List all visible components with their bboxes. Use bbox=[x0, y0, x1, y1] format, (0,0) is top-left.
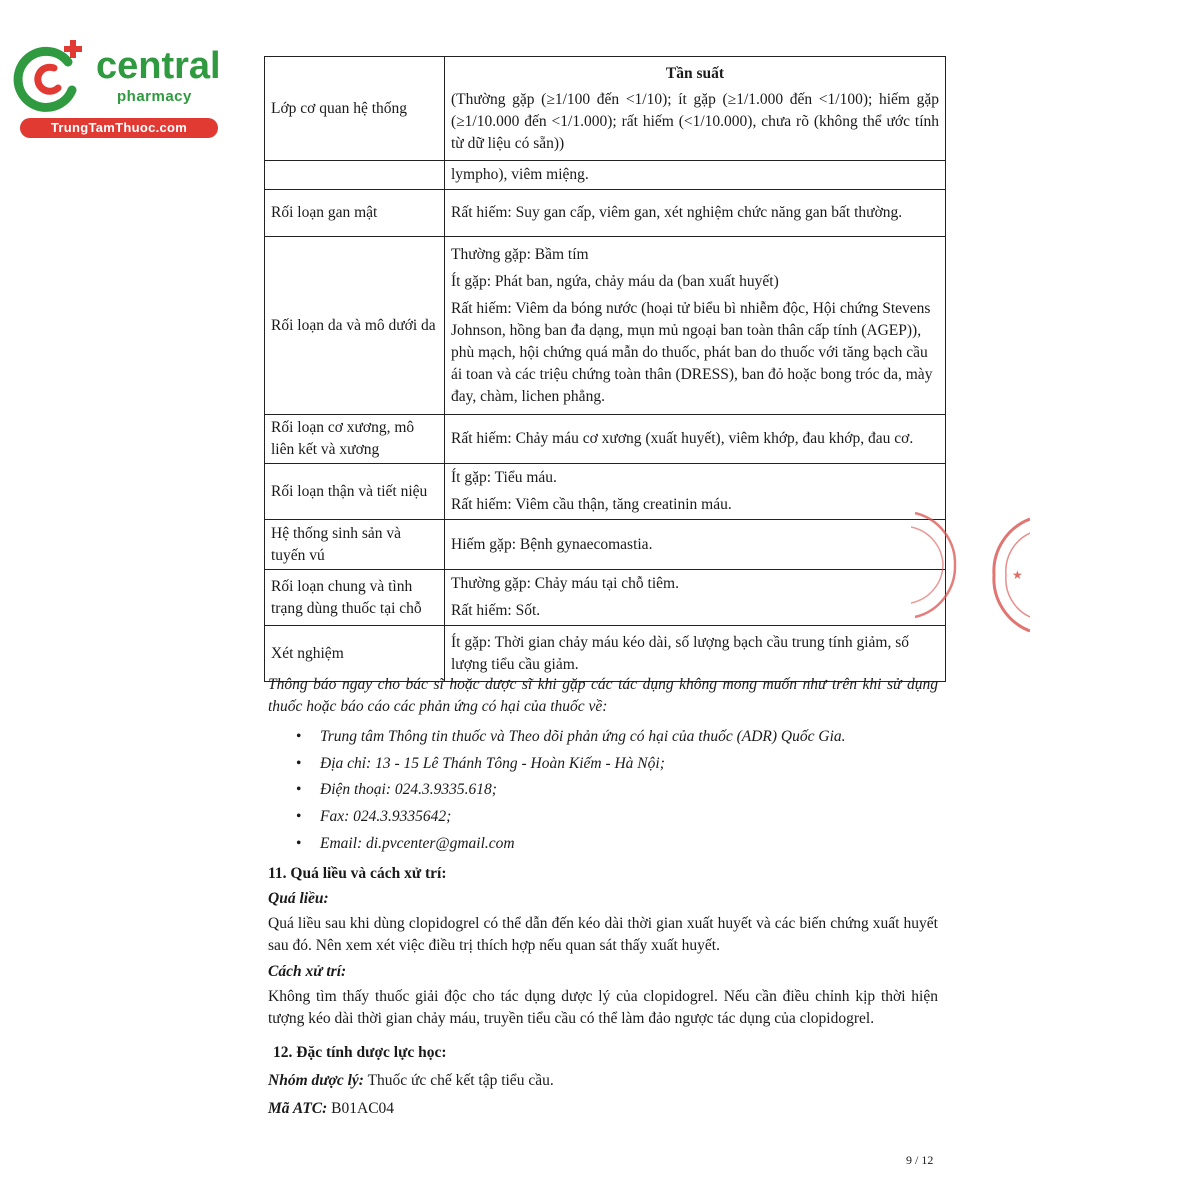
frequency-cell bbox=[445, 190, 946, 237]
organ-class-cell: Xét nghiệm bbox=[265, 626, 445, 682]
frequency-line: Thường gặp: Bầm tím bbox=[451, 245, 589, 263]
pharmacologic-group-value: Thuốc ức chế kết tập tiểu cầu. bbox=[367, 1072, 554, 1090]
frequency-line: Thường gặp: Chảy máu tại chỗ tiêm. bbox=[451, 575, 679, 592]
list-item: • Email: di.pvcenter@gmail.com bbox=[320, 831, 938, 858]
central-pharmacy-logo bbox=[10, 38, 221, 138]
table-row bbox=[265, 520, 946, 570]
frequency-line: Hiếm gặp: Bệnh gynaecomastia. bbox=[451, 535, 653, 553]
table-row bbox=[265, 190, 946, 237]
frequency-line: Rất hiếm: Suy gan cấp, viêm gan, xét nghiệm chức năng gan bất thường. bbox=[451, 204, 903, 221]
frequency-cell bbox=[445, 464, 946, 520]
frequency-line: Ít gặp: Thời gian chảy máu kéo dài, số lượng bạch cầu trung tính giảm, số lượng tiểu cầu giảm. bbox=[451, 633, 909, 673]
frequency-line: Rất hiếm: Sốt. bbox=[451, 602, 541, 619]
frequency-line: Ít gặp: Tiểu máu. bbox=[451, 469, 557, 486]
table-row bbox=[265, 415, 946, 464]
report-notice: Thông báo ngay cho bác sĩ hoặc dược sĩ khi gặp các tác dụng không mong muốn như trên khi sử dụng thuốc hoặc báo cáo các phản ứng có hại của thuốc về: bbox=[268, 676, 938, 715]
atc-code bbox=[268, 1098, 938, 1120]
document-body bbox=[268, 674, 938, 1122]
table-body bbox=[265, 161, 946, 682]
page-number: 9 / 12 bbox=[906, 1153, 934, 1167]
organ-class-cell: Rối loạn chung và tình trạng dùng thuốc tại chỗ bbox=[265, 570, 445, 626]
logo-brand-text: central bbox=[96, 45, 221, 87]
table-row bbox=[265, 464, 946, 520]
stamp-mark bbox=[990, 515, 1030, 635]
organ-class-cell: Rối loạn gan mật bbox=[265, 190, 445, 237]
overdose-text: Quá liều sau khi dùng clopidogrel có thể dẫn đến kéo dài thời gian xuất huyết và các biến chứng xuất huyết sau đó. Nên xem xét việc điều trị thích hợp nếu quan sát thấy xuất huyết. bbox=[268, 915, 938, 955]
atc-code-label: Mã ATC: bbox=[268, 1100, 328, 1118]
list-item: • Fax: 024.3.9335642; bbox=[320, 804, 938, 831]
frequency-line: Rất hiếm: Viêm cầu thận, tăng creatinin máu. bbox=[451, 496, 732, 513]
frequency-cell bbox=[445, 161, 946, 190]
organ-class-cell: Rối loạn cơ xương, mô liên kết và xương bbox=[265, 415, 445, 464]
section-11-title: 11. Quá liều và cách xử trí: bbox=[268, 865, 447, 883]
treatment-heading: Cách xử trí: bbox=[268, 963, 347, 981]
list-item: • Địa chỉ: 13 - 15 Lê Thánh Tông - Hoàn Kiếm - Hà Nội; bbox=[320, 751, 938, 778]
frequency-line: Rất hiếm: Chảy máu cơ xương (xuất huyết), viêm khớp, đau khớp, đau cơ. bbox=[451, 430, 914, 447]
table-row bbox=[265, 570, 946, 626]
organ-class-cell: Rối loạn thận và tiết niệu bbox=[265, 464, 445, 520]
frequency-line: Ít gặp: Phát ban, ngứa, chảy máu da (ban xuất huyết) bbox=[451, 272, 779, 290]
frequency-cell bbox=[445, 520, 946, 570]
frequency-header bbox=[445, 57, 946, 161]
table-row bbox=[265, 161, 946, 190]
pharmacologic-group bbox=[268, 1070, 938, 1092]
contact-list bbox=[268, 724, 938, 857]
table-header-row bbox=[265, 57, 946, 161]
logo-sub-text: pharmacy bbox=[117, 88, 192, 105]
logo-site-badge: TrungTamThuoc.com bbox=[20, 118, 218, 138]
central-logo-icon bbox=[10, 38, 90, 118]
atc-code-value: B01AC04 bbox=[331, 1100, 395, 1118]
list-item: • Trung tâm Thông tin thuốc và Theo dõi phản ứng có hại của thuốc (ADR) Quốc Gia. bbox=[320, 724, 938, 751]
section-12-title: 12. Đặc tính dược lực học: bbox=[273, 1044, 447, 1062]
organ-class-cell: Rối loạn da và mô dưới da bbox=[265, 237, 445, 415]
frequency-description: (Thường gặp (≥1/100 đến <1/10); ít gặp (≥1/1.000 đến <1/100); hiếm gặp (≥1/10.000 đến <1/1.000); rất hiếm (<1/10.000), chưa rõ (không thể ước tính từ dữ liệu có sẵn)) bbox=[451, 90, 939, 152]
overdose-heading: Quá liều: bbox=[268, 890, 329, 908]
treatment-text: Không tìm thấy thuốc giải độc cho tác dụng dược lý của clopidogrel. Nếu cần điều chỉnh kịp thời hiện tượng kéo dài thời gian chảy máu, truyền tiểu cầu có thể làm đảo ngược tác dụng của clopidogrel. bbox=[268, 988, 938, 1028]
svg-text:★: ★ bbox=[1012, 568, 1023, 582]
frequency-line: Rất hiếm: Viêm da bóng nước (hoại tử biểu bì nhiễm độc, Hội chứng Stevens Johnson, hồng ban đa dạng, mụn mủ ngoại ban toàn thân cấp tính (AGEP)), phù mạch, hội chứng quá mẫn do thuốc, phát ban do thuốc với tăng bạch cầu ái toan và các triệu chứng toàn thân (DRESS), ban đỏ hoặc bong tróc da, mày đay, chàm, lichen phẳng. bbox=[451, 299, 933, 405]
frequency-cell bbox=[445, 237, 946, 415]
adverse-effects-table bbox=[264, 56, 946, 682]
organ-class-header: Lớp cơ quan hệ thống bbox=[265, 57, 445, 161]
organ-class-cell: Hệ thống sinh sản và tuyến vú bbox=[265, 520, 445, 570]
table-row bbox=[265, 237, 946, 415]
frequency-line: lympho), viêm miệng. bbox=[451, 166, 589, 183]
frequency-title: Tần suất bbox=[665, 64, 725, 82]
frequency-cell bbox=[445, 570, 946, 626]
pharmacologic-group-label: Nhóm dược lý: bbox=[268, 1072, 364, 1090]
organ-class-cell bbox=[265, 161, 445, 190]
frequency-cell bbox=[445, 415, 946, 464]
list-item: • Điện thoại: 024.3.9335.618; bbox=[320, 777, 938, 804]
